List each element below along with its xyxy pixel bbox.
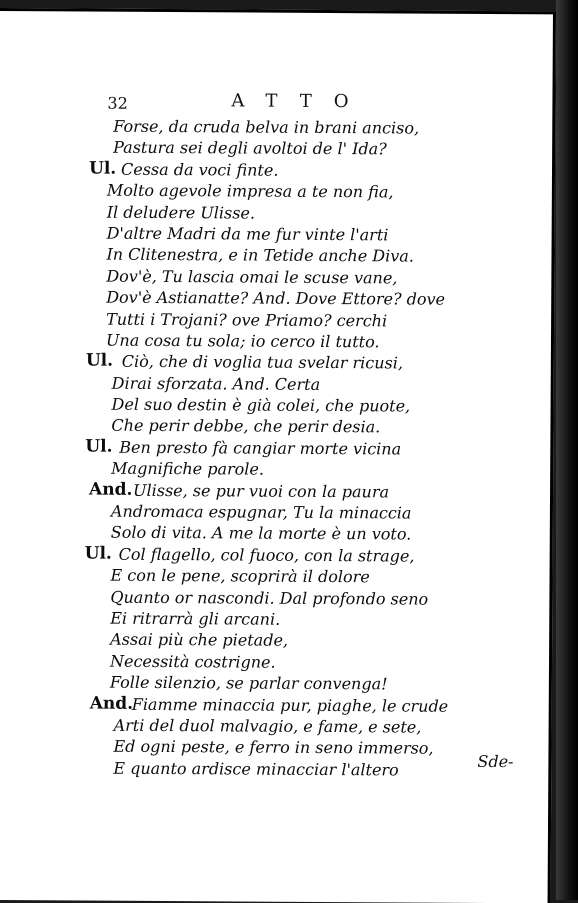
verse-lines: [0, 115, 555, 781]
catchword: Sde-: [477, 751, 514, 772]
verse-line: [0, 757, 551, 782]
verse-text: Forse, da cruda belva in brani anciso,: [113, 116, 420, 138]
book-page: [0, 8, 556, 903]
verse-text: Cessa da voci finte.: [120, 159, 279, 180]
speaker-label: Ul.: [88, 158, 117, 179]
verse-text: In Clitenestra, e in Tetide anche Diva.: [106, 244, 414, 266]
speaker-label: Ul.: [85, 350, 114, 371]
verse-text: Ei ritrarrà gli arcani.: [110, 608, 281, 629]
verse-text: Fiamme minaccia pur, piaghe, le crude: [131, 694, 449, 716]
verse-text: Assai più che pietade,: [110, 630, 289, 651]
speaker-label: Ul.: [84, 543, 112, 564]
verse-text: Magnifiche parole.: [111, 458, 265, 479]
verse-text: Ed ogni peste, e ferro in seno immerso,: [113, 737, 434, 758]
verse-text: Pastura sei degli avoltoi de l' Ida?: [113, 138, 387, 159]
verse-text: Solo di vita. A me la morte è un voto.: [110, 523, 412, 544]
verse-text: Tutti i Trojani? ove Priamo? cerchi: [106, 309, 388, 330]
verse-text: Col flagello, col fuoco, con la strage,: [118, 544, 415, 566]
speaker-label: And.: [89, 479, 133, 500]
running-head: ATTO: [231, 90, 371, 113]
book-spine-edge: [556, 0, 578, 900]
verse-text: Ben presto fà cangiar morte vicina: [119, 437, 402, 459]
verse-text: Ciò, che di voglia tua svelar ricusi,: [121, 352, 404, 373]
verse-text: Quanto or nascondi. Dal profondo seno: [110, 587, 429, 609]
verse-text: Dirai sforzata. And. Certa: [111, 373, 321, 394]
verse-text: E quanto ardisce minacciar l'altero: [113, 758, 399, 780]
verse-text: Folle silenzio, se parlar convenga!: [109, 672, 388, 694]
verse-text: D'altre Madri da me fur vinte l'arti: [106, 223, 389, 245]
verse-text: Andromaca espugnar, Tu la minaccia: [110, 501, 412, 523]
page-number: 32: [107, 93, 128, 113]
verse-text: Il deludere Ulisse.: [106, 202, 256, 223]
verse-text: Del suo destin è già colei, che puote,: [111, 394, 411, 416]
verse-text: Dov'è, Tu lascia omai le scuse vane,: [106, 266, 398, 288]
speaker-label: And.: [89, 693, 134, 714]
verse-text: Una cosa tu sola; io cerco il tutto.: [105, 330, 380, 352]
verse-text: Arti del duol malvagio, e fame, e sete,: [113, 715, 422, 737]
verse-text: Necessità costrigne.: [109, 651, 276, 672]
verse-text: Dov'è Astianatte? And. Dove Ettore? dove: [106, 287, 446, 309]
verse-text: Che perir debbe, che perir desia.: [111, 416, 381, 437]
verse-text: E con le pene, scoprirà il dolore: [110, 565, 370, 587]
verse-text: Ulisse, se pur vuoi con la paura: [133, 480, 390, 502]
speaker-label: Ul.: [85, 436, 113, 457]
verse-text: Molto agevole impresa a te non fia,: [106, 180, 394, 202]
